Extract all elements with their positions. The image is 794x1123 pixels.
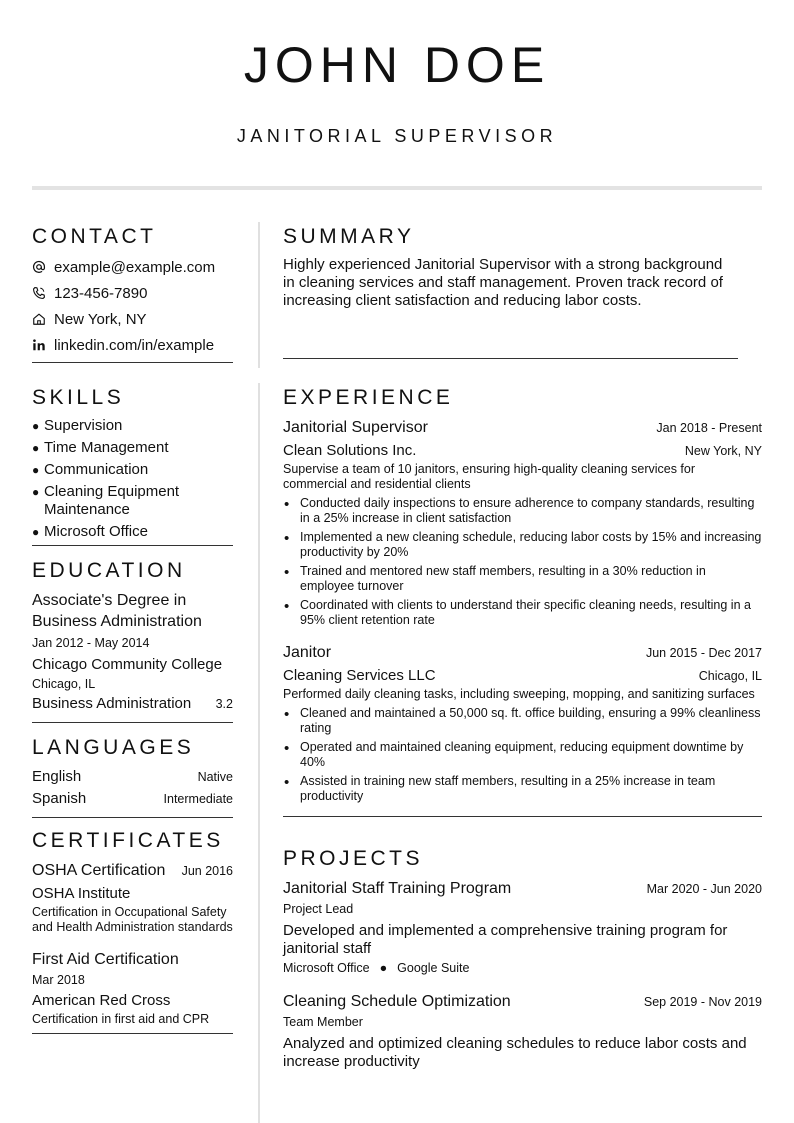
- job-entry: [283, 417, 762, 628]
- contact-email-row: [32, 254, 233, 280]
- project-tag: Microsoft Office: [283, 961, 370, 975]
- job-bullet: • Trained and mentored new staff members, resulting in a 30% reduction in employee turnover: [283, 564, 762, 594]
- project-desc: Analyzed and optimized cleaning schedules to reduce labor costs and increase productivity: [283, 1035, 747, 1070]
- skill-label: Supervision: [44, 417, 123, 434]
- skill-label: Communication: [44, 461, 149, 478]
- language-level: Native: [197, 770, 233, 784]
- contact-location-row: [32, 306, 233, 332]
- project-tags: Microsoft Office ● Google Suite: [283, 961, 470, 975]
- home-icon: [32, 312, 46, 326]
- experience-section: [283, 385, 762, 817]
- summary-text: Highly experienced Janitorial Supervisor with a strong background in cleaning services and staff management. Proven track record of increasing client satisfaction and reducing labor costs.: [283, 256, 723, 309]
- education-dates: Jan 2012 - May 2014: [32, 636, 150, 650]
- contact-email[interactable]: example@example.com: [54, 258, 216, 276]
- contact-phone[interactable]: 123-456-7890: [54, 284, 148, 302]
- languages-divider: [32, 817, 233, 818]
- at-icon: [32, 260, 46, 274]
- languages-heading: LANGUAGES: [32, 736, 195, 759]
- project-name: Cleaning Schedule Optimization: [283, 993, 511, 1010]
- certificate-name: First Aid Certification: [32, 951, 179, 968]
- language-name: English: [32, 768, 82, 785]
- language-level: Intermediate: [163, 792, 233, 806]
- contact-linkedin[interactable]: linkedin.com/in/example: [54, 336, 215, 354]
- resume-name: JOHN DOE: [243, 37, 551, 93]
- language-name: Spanish: [32, 790, 87, 807]
- project-role: Project Lead: [283, 902, 354, 916]
- contact-divider: [32, 362, 233, 363]
- project-dates: Mar 2020 - Jun 2020: [646, 882, 762, 896]
- skill-item: ● Microsoft Office: [32, 523, 148, 540]
- job-role: Janitor: [283, 644, 332, 661]
- job-entry: [283, 642, 762, 804]
- column-divider-bottom: [258, 383, 260, 1123]
- experience-heading: EXPERIENCE: [283, 386, 454, 409]
- job-company: Clean Solutions Inc.: [283, 442, 417, 459]
- job-bullet: • Conducted daily inspections to ensure adherence to company standards, resulting in a 25% increase in client satisfaction: [283, 496, 762, 526]
- project-role: Team Member: [283, 1015, 363, 1029]
- summary-heading: SUMMARY: [283, 225, 415, 248]
- certificates-heading: CERTIFICATES: [32, 829, 224, 852]
- summary-divider: [283, 358, 738, 359]
- certificate-desc: Certification in first aid and CPR: [32, 1012, 210, 1026]
- skill-item: ● Time Management: [32, 439, 169, 456]
- education-gpa: 3.2: [215, 697, 233, 711]
- certificate-issuer: OSHA Institute: [32, 885, 131, 902]
- education-school: Chicago Community College: [32, 656, 223, 673]
- certificate-desc: Certification in Occupational Safety and Health Administration standards: [32, 905, 233, 934]
- education-location: Chicago, IL: [32, 677, 96, 691]
- certificate-issuer: American Red Cross: [32, 992, 171, 1009]
- linkedin-icon: [32, 338, 46, 352]
- education-heading: EDUCATION: [32, 559, 186, 582]
- languages-section: [32, 735, 233, 818]
- project-dates: Sep 2019 - Nov 2019: [643, 995, 762, 1009]
- job-bullet: • Assisted in training new staff members, resulting in a 25% increase in team productivity: [283, 774, 762, 804]
- certificates-section: [32, 828, 233, 1034]
- skill-item: ● Communication: [32, 461, 149, 478]
- job-bullets: [283, 496, 762, 628]
- education-section: [32, 558, 233, 723]
- language-row: [32, 767, 233, 789]
- education-divider: [32, 722, 233, 723]
- certificate-name: OSHA Certification: [32, 862, 166, 879]
- header-divider: [32, 186, 762, 190]
- project-desc: Developed and implemented a comprehensive training program for janitorial staff: [283, 922, 728, 957]
- job-bullet: • Cleaned and maintained a 50,000 sq. ft. office building, ensuring a 99% cleanliness rating: [283, 706, 762, 736]
- project-tag: Google Suite: [397, 961, 470, 975]
- education-degree: Associate's Degree in Business Administration: [32, 592, 202, 630]
- contact-heading: CONTACT: [32, 225, 157, 248]
- certificate-header: [32, 860, 233, 881]
- skill-label: Cleaning Equipment Maintenance: [44, 483, 180, 518]
- resume-title: JANITORIAL SUPERVISOR: [236, 126, 558, 146]
- skill-label: Microsoft Office: [44, 523, 148, 540]
- job-dates: Jun 2015 - Dec 2017: [645, 646, 762, 660]
- job-desc: Supervise a team of 10 janitors, ensuring high-quality cleaning services for commercial and residential clients: [283, 462, 696, 491]
- job-desc: Performed daily cleaning tasks, including sweeping, mopping, and sanitizing surfaces: [283, 687, 755, 701]
- language-row: [32, 789, 233, 811]
- projects-section: [283, 846, 762, 1071]
- certificates-divider: [32, 1033, 233, 1034]
- phone-icon: [32, 286, 46, 300]
- skills-heading: SKILLS: [32, 386, 125, 409]
- experience-divider: [283, 816, 762, 817]
- job-bullet: • Operated and maintained cleaning equipment, reducing equipment downtime by 40%: [283, 740, 762, 770]
- skill-item: ● Cleaning Equipment Maintenance: [32, 483, 233, 519]
- projects-heading: PROJECTS: [283, 847, 424, 870]
- job-bullets: [283, 706, 762, 804]
- contact-phone-row: [32, 280, 233, 306]
- job-dates: Jan 2018 - Present: [656, 421, 762, 435]
- certificate-date: Jun 2016: [181, 864, 233, 878]
- certificate-header: [32, 949, 233, 970]
- project-entry: [283, 878, 762, 975]
- contact-location: New York, NY: [54, 310, 147, 328]
- job-bullet: • Implemented a new cleaning schedule, reducing labor costs by 15% and increasing productivity by 20%: [283, 530, 762, 560]
- project-name: Janitorial Staff Training Program: [283, 880, 512, 897]
- job-location: Chicago, IL: [698, 669, 762, 683]
- job-location: New York, NY: [684, 444, 762, 458]
- skill-label: Time Management: [44, 439, 169, 456]
- job-role: Janitorial Supervisor: [283, 419, 428, 436]
- education-field: Business Administration: [32, 695, 192, 712]
- column-divider-top: [258, 222, 260, 368]
- project-entry: [283, 991, 762, 1071]
- job-bullet: • Coordinated with clients to understand their specific cleaning needs, resulting in a 95% client retention rate: [283, 598, 762, 628]
- summary-section: [283, 224, 762, 359]
- contact-linkedin-row: [32, 332, 233, 358]
- skills-divider: [32, 545, 233, 546]
- job-company: Cleaning Services LLC: [283, 667, 436, 684]
- skills-section: [32, 385, 233, 546]
- skill-item: ● Supervision: [32, 417, 123, 434]
- certificate-date: Mar 2018: [32, 973, 85, 987]
- contact-section: [32, 224, 233, 363]
